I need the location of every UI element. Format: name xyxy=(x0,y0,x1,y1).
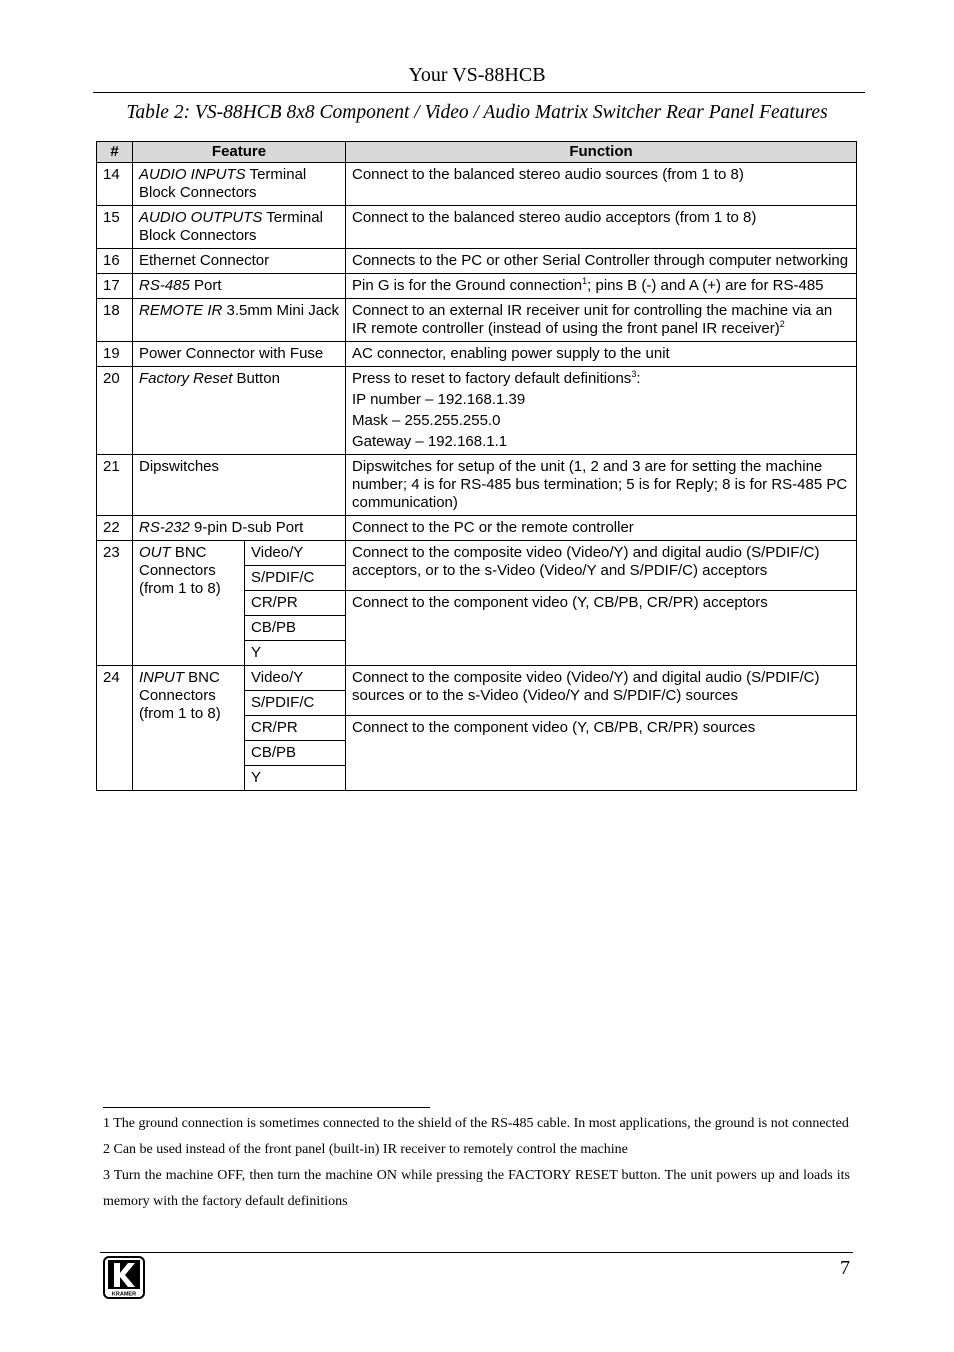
row-number: 17 xyxy=(97,274,133,299)
table-row xyxy=(97,299,857,342)
connector-cell: Y xyxy=(245,766,346,791)
connector-cell: Video/Y xyxy=(245,541,346,566)
row-number: 24 xyxy=(97,666,133,791)
table-row xyxy=(97,367,857,455)
feature-text: BNC Connectors (from 1 to 8) xyxy=(139,669,221,722)
rear-panel-features-table xyxy=(96,141,857,791)
function-cell: AC connector, enabling power supply to the unit xyxy=(346,342,857,367)
footnote-2: 2 Can be used instead of the front panel (built-in) IR receiver to remotely control the machine xyxy=(103,1142,628,1157)
function-cell xyxy=(346,367,857,455)
feature-cell xyxy=(133,666,245,791)
feature-italic: AUDIO INPUTS xyxy=(139,166,246,183)
feature-text: Port xyxy=(189,277,222,294)
table-caption: Table 2: VS-88HCB 8x8 Component / Video / Audio Matrix Switcher Rear Panel Features xyxy=(126,102,828,123)
row-number: 20 xyxy=(97,367,133,455)
table-row xyxy=(97,666,857,691)
header-divider xyxy=(93,92,865,93)
function-text: ; pins B (-) and A (+) are for RS-485 xyxy=(587,277,824,294)
table-row xyxy=(97,455,857,516)
function-cell: Dipswitches for setup of the unit (1, 2 and 3 are for setting the machine number; 4 is for RS-485 bus termination; 5 is for Reply; 8 is for RS-485 PC communication) xyxy=(346,455,857,516)
connector-cell: Video/Y xyxy=(245,666,346,691)
feature-cell xyxy=(133,274,346,299)
connector-cell: CB/PB xyxy=(245,616,346,641)
feature-cell xyxy=(133,516,346,541)
row-number: 14 xyxy=(97,163,133,206)
table-row xyxy=(97,249,857,274)
table-row xyxy=(97,541,857,566)
function-cell: Connect to the composite video (Video/Y) and digital audio (S/PDIF/C) sources or to the s-Video (Video/Y and S/PDIF/C) sources xyxy=(346,666,857,716)
feature-italic: INPUT xyxy=(139,669,184,686)
ip-default: IP number – 192.168.1.39 xyxy=(352,391,526,408)
row-number: 22 xyxy=(97,516,133,541)
feature-cell: Dipswitches xyxy=(133,455,346,516)
feature-italic: OUT xyxy=(139,544,171,561)
function-text: Press to reset to factory default definitions xyxy=(352,370,632,387)
row-number: 15 xyxy=(97,206,133,249)
function-text: : xyxy=(636,370,641,387)
table-row xyxy=(97,163,857,206)
kramer-logo xyxy=(103,1256,145,1299)
gateway-default: Gateway – 192.168.1.1 xyxy=(352,433,508,450)
connector-cell: CR/PR xyxy=(245,591,346,616)
page-number: 7 xyxy=(840,1257,850,1279)
row-number: 23 xyxy=(97,541,133,666)
feature-text: Button xyxy=(232,370,280,387)
footer-divider xyxy=(100,1252,853,1253)
table-row xyxy=(97,342,857,367)
feature-italic: REMOTE IR xyxy=(139,302,223,319)
mask-default: Mask – 255.255.255.0 xyxy=(352,412,501,429)
page-header-title: Your VS-88HCB xyxy=(408,64,546,86)
footnotes xyxy=(103,1111,850,1215)
footnote-1: 1 The ground connection is sometimes connected to the shield of the RS-485 cable. In most applications, the ground is not connected xyxy=(103,1116,849,1131)
footnote-3: 3 Turn the machine OFF, then turn the machine ON while pressing the FACTORY RESET button. The unit powers up and loads its memory with the factory default definitions xyxy=(103,1168,850,1209)
footnote-ref: 2 xyxy=(779,319,785,329)
function-cell: Connect to the component video (Y, CB/PB, CR/PR) sources xyxy=(346,716,857,791)
feature-italic: AUDIO OUTPUTS xyxy=(139,209,263,226)
function-cell: Connect to the composite video (Video/Y) and digital audio (S/PDIF/C) acceptors, or to the s-Video (Video/Y and S/PDIF/C) acceptors xyxy=(346,541,857,591)
table-row xyxy=(97,516,857,541)
function-text: Pin G is for the Ground connection xyxy=(352,277,583,294)
connector-cell: CB/PB xyxy=(245,741,346,766)
feature-cell: Ethernet Connector xyxy=(133,249,346,274)
connector-cell: S/PDIF/C xyxy=(245,566,346,591)
feature-text: Terminal Block Connectors xyxy=(139,166,307,201)
feature-cell xyxy=(133,367,346,455)
feature-text: BNC Connectors (from 1 to 8) xyxy=(139,544,221,597)
feature-italic: RS-485 xyxy=(139,277,190,294)
feature-text: 3.5mm Mini Jack xyxy=(222,302,340,319)
footnote-divider xyxy=(103,1107,430,1108)
feature-text: 9-pin D-sub Port xyxy=(189,519,304,536)
feature-italic: RS-232 xyxy=(139,519,190,536)
row-number: 18 xyxy=(97,299,133,342)
table-row xyxy=(97,206,857,249)
feature-cell: Power Connector with Fuse xyxy=(133,342,346,367)
connector-cell: Y xyxy=(245,641,346,666)
row-number: 19 xyxy=(97,342,133,367)
function-cell: Connect to the component video (Y, CB/PB, CR/PR) acceptors xyxy=(346,591,857,666)
function-cell: Connect to the PC or the remote controller xyxy=(346,516,857,541)
feature-cell xyxy=(133,206,346,249)
feature-text: Terminal Block Connectors xyxy=(139,209,323,244)
col-header-function: Function xyxy=(346,142,857,163)
row-number: 16 xyxy=(97,249,133,274)
feature-cell xyxy=(133,163,346,206)
col-header-num: # xyxy=(97,142,133,163)
svg-text:KRAMER: KRAMER xyxy=(111,1291,137,1298)
feature-cell xyxy=(133,541,245,666)
table-header-row xyxy=(97,142,857,163)
function-cell: Connect to the balanced stereo audio sources (from 1 to 8) xyxy=(346,163,857,206)
feature-italic: Factory Reset xyxy=(139,370,233,387)
footnote-ref: 3 xyxy=(631,369,637,379)
function-cell: Connects to the PC or other Serial Controller through computer networking xyxy=(346,249,857,274)
function-cell: Connect to the balanced stereo audio acceptors (from 1 to 8) xyxy=(346,206,857,249)
connector-cell: CR/PR xyxy=(245,716,346,741)
footnote-ref: 1 xyxy=(582,276,588,286)
function-cell xyxy=(346,299,857,342)
col-header-feature: Feature xyxy=(133,142,346,163)
function-cell xyxy=(346,274,857,299)
function-text: Connect to an external IR receiver unit for controlling the machine via an IR remote controller (instead of using the front panel IR receiver) xyxy=(352,302,833,337)
row-number: 21 xyxy=(97,455,133,516)
table-row xyxy=(97,274,857,299)
connector-cell: S/PDIF/C xyxy=(245,691,346,716)
feature-cell xyxy=(133,299,346,342)
